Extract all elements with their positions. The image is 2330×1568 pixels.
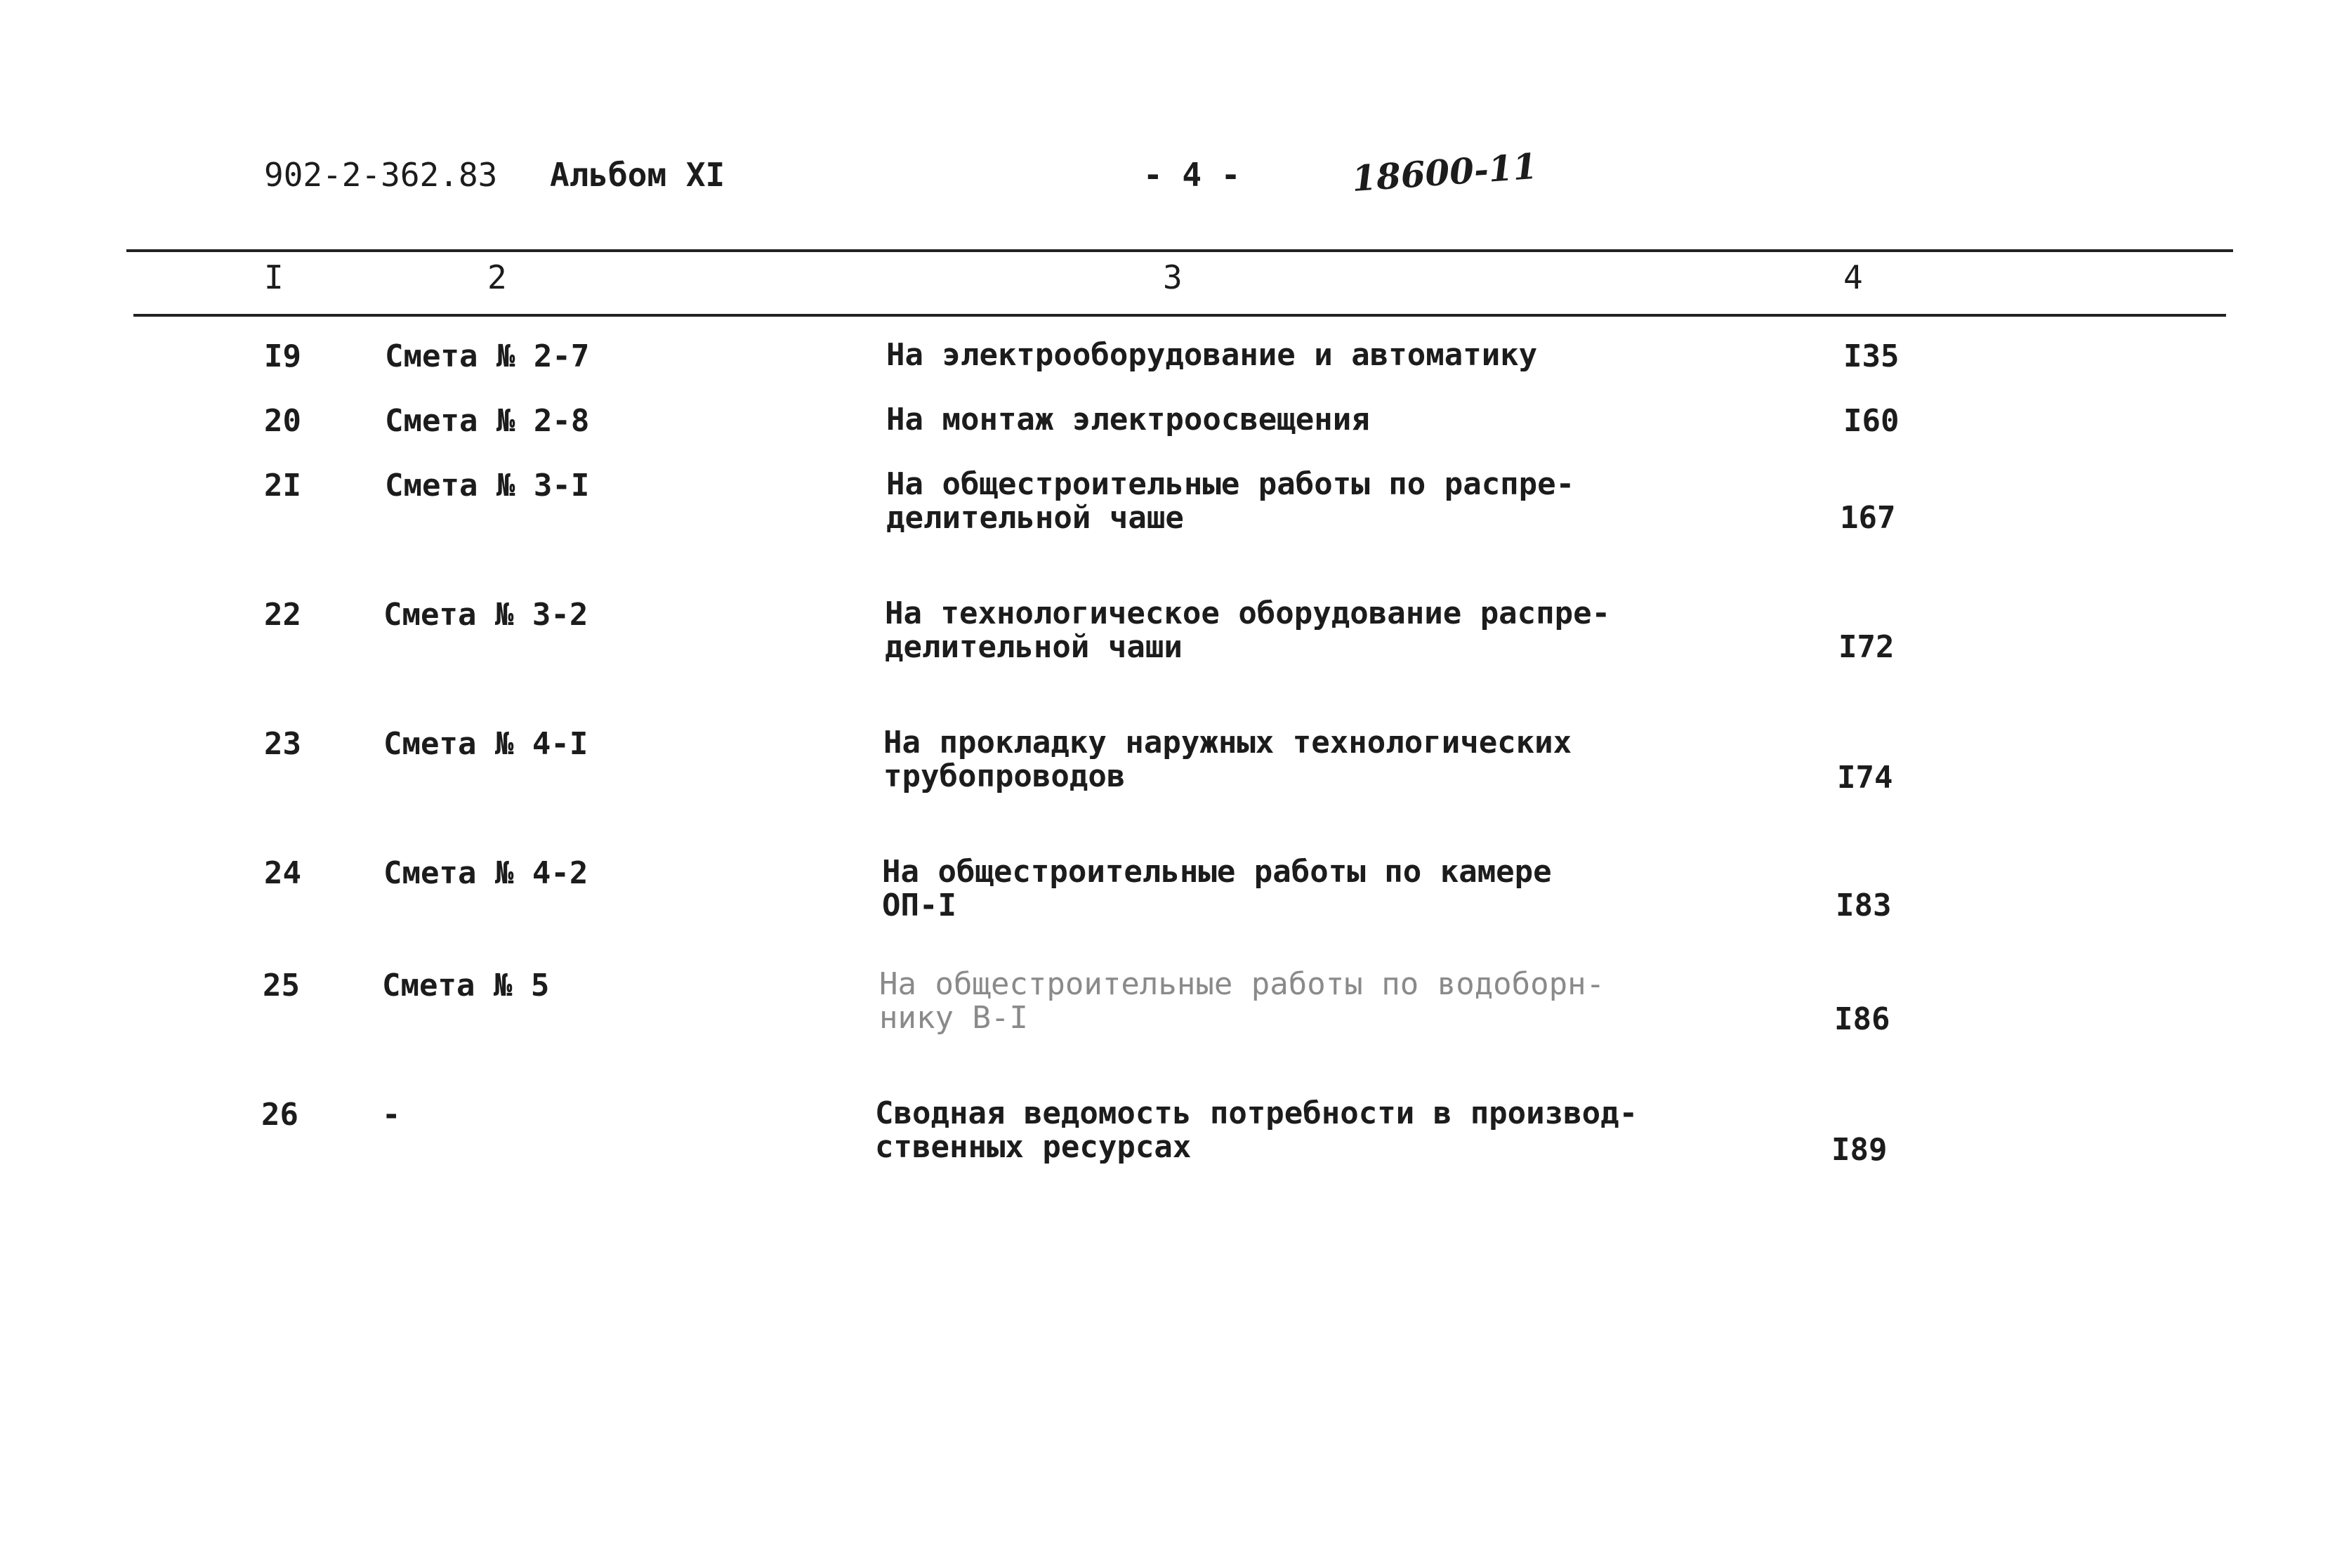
row-description-line2: ственных ресурсах: [875, 1129, 1192, 1165]
row-page: I86: [1834, 1001, 1890, 1037]
row-description-line1: На общестроительные работы по водоборн-: [879, 966, 1605, 1002]
row-description-line1: На технологическое оборудование распре-: [885, 595, 1611, 631]
row-description-line2: ОП-I: [882, 888, 956, 923]
row-number: 22: [264, 597, 301, 633]
row-page: I74: [1837, 760, 1893, 796]
row-page: I89: [1831, 1132, 1888, 1168]
row-page: I60: [1843, 403, 1900, 439]
column-number-1: I: [264, 258, 284, 296]
row-description-line1: Сводная ведомость потребности в производ-: [875, 1095, 1638, 1131]
row-description-line1: На электрооборудование и автоматику: [886, 337, 1538, 373]
row-number: 23: [264, 726, 301, 762]
row-page: I83: [1836, 888, 1892, 923]
row-description-line2: нику В-I: [879, 1000, 1028, 1036]
row-description-line2: делительной чаши: [885, 629, 1183, 665]
row-description-line1: На монтаж электроосвещения: [886, 402, 1370, 437]
album-label: Альбом XI: [550, 156, 725, 194]
row-number: 26: [261, 1097, 298, 1133]
estimate-reference: Смета № 5: [382, 968, 550, 1003]
row-description-line2: делительной чаше: [886, 500, 1184, 536]
estimate-reference: Смета № 3-I: [385, 468, 590, 503]
row-number: I9: [264, 338, 301, 374]
table-header-rule: [133, 314, 2226, 317]
estimate-reference: Смета № 3-2: [383, 597, 588, 633]
column-number-2: 2: [487, 258, 507, 296]
estimate-reference: -: [382, 1097, 401, 1133]
row-description-line1: На прокладку наружных технологических: [883, 725, 1572, 760]
estimate-reference: Смета № 2-7: [385, 338, 590, 374]
row-description-line1: На общестроительные работы по камере: [882, 854, 1552, 890]
row-description-line1: На общестроительные работы по распре-: [886, 466, 1575, 502]
handwritten-inventory-number: 18600-11: [1350, 145, 1539, 200]
row-description-line2: трубопроводов: [883, 758, 1126, 794]
row-page: 167: [1840, 500, 1896, 536]
column-number-3: 3: [1163, 258, 1183, 296]
row-page: I72: [1838, 629, 1895, 665]
estimate-reference: Смета № 4-I: [383, 726, 588, 762]
row-number: 2I: [264, 468, 301, 503]
estimate-reference: Смета № 2-8: [385, 403, 590, 439]
row-number: 25: [263, 968, 300, 1003]
table-top-rule: [126, 249, 2233, 252]
document-code: 902-2-362.83: [264, 156, 498, 194]
row-page: I35: [1843, 338, 1900, 374]
column-number-4: 4: [1843, 258, 1863, 296]
row-number: 20: [264, 403, 301, 439]
page-number: - 4 -: [1143, 156, 1241, 194]
estimate-reference: Смета № 4-2: [383, 855, 588, 891]
row-number: 24: [264, 855, 301, 891]
